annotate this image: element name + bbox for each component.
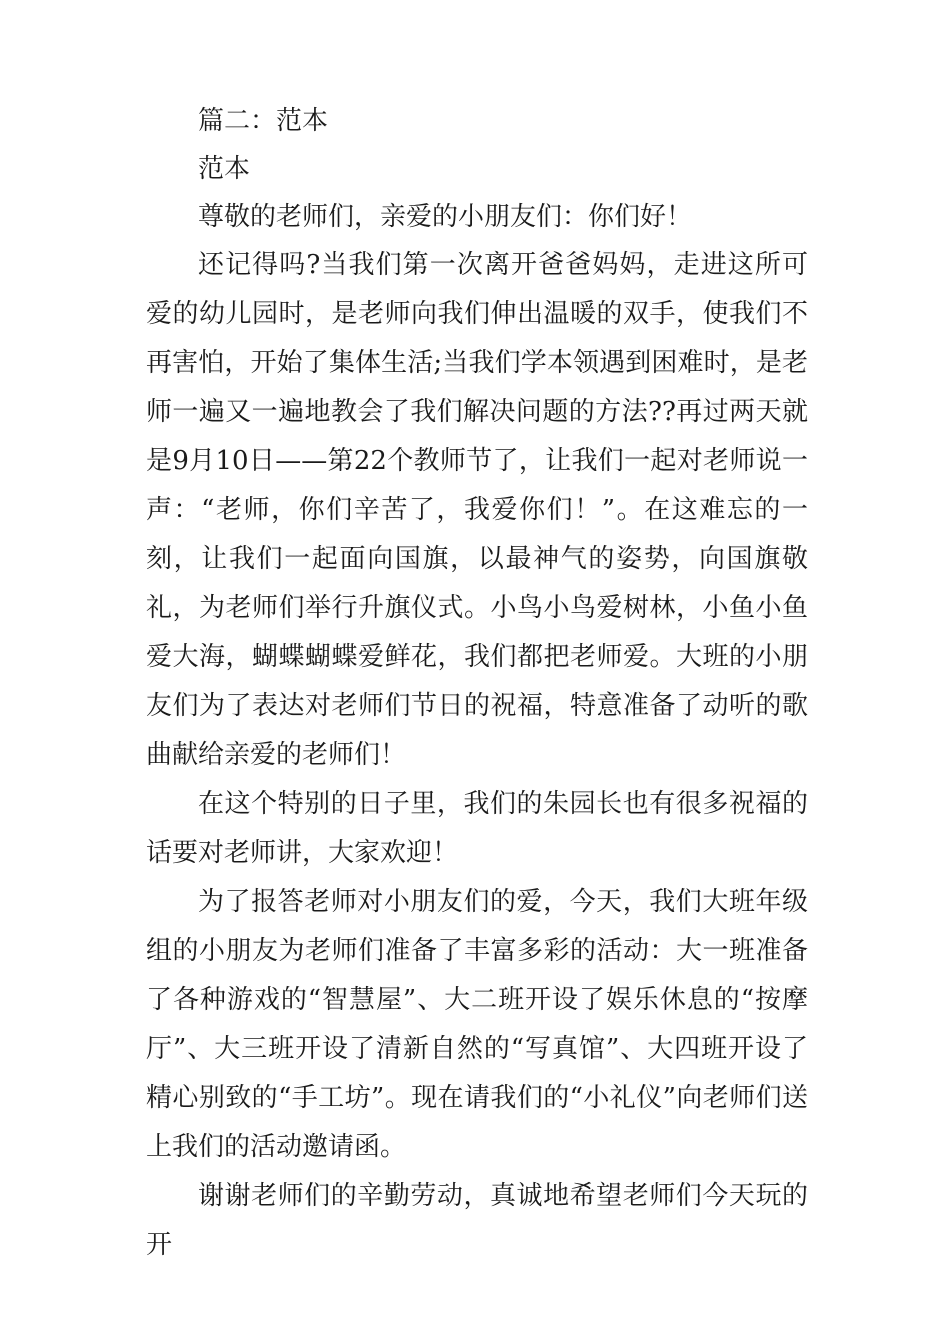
paragraph-4: 谢谢老师们的辛勤劳动，真诚地希望老师们今天玩的开 [146,1181,808,1260]
document-body [146,97,808,1270]
paragraph-1: 还记得吗?当我们第一次离开爸爸妈妈，走进这所可爱的幼儿园时，是老师向我们伸出温暖的双手，使我们不再害怕，开始了集体生活;当我们学本领遇到困难时，是老师一遍又一遍地教会了我们解决问题的方法??再过两天就是9月10日——第22个教师节了，让我们一起对老师说一声：“老师，你们辛苦了，我爱你们！”。在这难忘的一刻，让我们一起面向国旗，以最神气的姿势，向国旗敬礼，为老师们举行升旗仪式。小鸟小鸟爱树林，小鱼小鱼爱大海，蝴蝶蝴蝶爱鲜花，我们都把老师爱。大班的小朋友们为了表达对老师们节日的祝福，特意准备了动听的歌曲献给亲爱的老师们！ [146,250,808,770]
greeting-line: 尊敬的老师们，亲爱的小朋友们：你们好！ [198,202,693,232]
document-subtitle: 范本 [198,154,251,184]
paragraph-3: 为了报答老师对小朋友们的爱，今天，我们大班年级组的小朋友为老师们准备了丰富多彩的活动：大一班准备了各种游戏的“智慧屋”、大二班开设了娱乐休息的“按摩厅”、大三班开设了清新自然的“写真馆”、大四班开设了精心别致的“手工坊”。现在请我们的“小礼仪”向老师们送上我们的活动邀请函。 [146,887,808,1162]
section-title: 篇二：范本 [198,106,329,136]
paragraph-2: 在这个特别的日子里，我们的朱园长也有很多祝福的话要对老师讲，大家欢迎！ [146,789,808,868]
